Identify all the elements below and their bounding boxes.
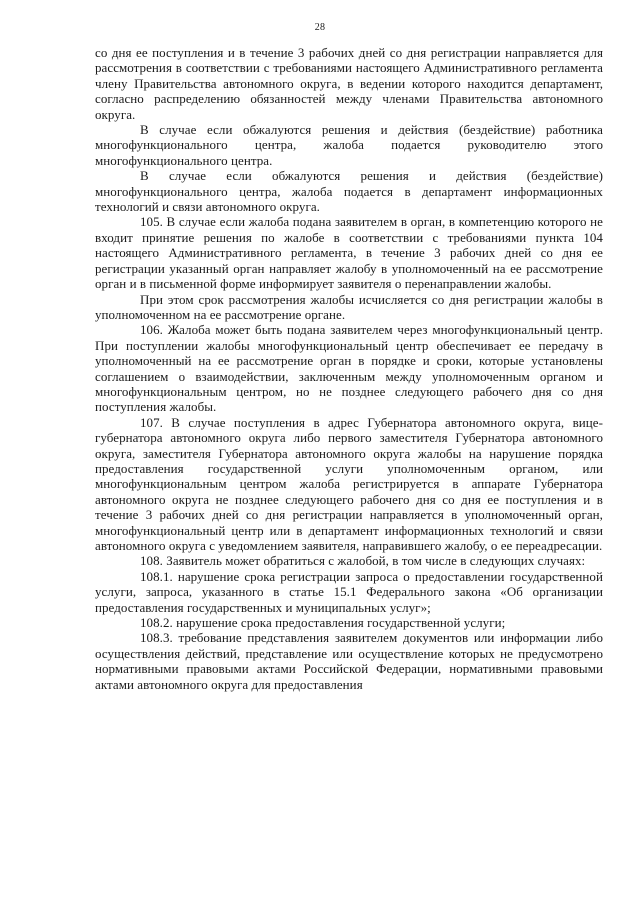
paragraph-108-3: 108.3. требование представления заявителем документов или информации либо осуществления действий, представление или осуществление которых не предусмотрено нормативными правовыми актами Российской Федерации, нормативными правовыми актами автономного округа для предоставления <box>95 630 603 692</box>
paragraph-continuation: со дня ее поступления и в течение 3 рабочих дней со дня регистрации направляется для рассмотрения в соответствии с требованиями настоящего Административного регламента члену Правительства автономного округа, в ведении которого находится департамент, согласно распределению обязанностей между членами Правительства автономного округа. <box>95 45 603 122</box>
page-number: 28 <box>314 22 326 33</box>
paragraph-worker-complaint: В случае если обжалуются решения и действия (бездействие) работника многофункционального центра, жалоба подается руководителю этого многофункционального центра. <box>95 122 603 168</box>
paragraph-106: 106. Жалоба может быть подана заявителем через многофункциональный центр. При поступлении жалобы многофункциональный центр обеспечивает ее передачу в уполномоченный на ее рассмотрение орган в порядке и сроки, которые установлены соглашением о взаимодействии, заключенным между уполномоченным органом и многофункциональным центром, но не позднее следующего рабочего дня со дня поступления жалобы. <box>95 322 603 415</box>
paragraph-107: 107. В случае поступления в адрес Губернатора автономного округа, вице-губернатора автономного округа либо первого заместителя Губернатора автономного округа, заместителя Губернатора автономного округа жалобы на нарушение порядка предоставления государственной услуги уполномоченным органом, или многофункциональным центром жалоба регистрируется в аппарате Губернатора автономного округа не позднее следующего рабочего дня со дня ее поступления и в течение 3 рабочих дней со дня регистрации направляется в уполномоченный орган, многофункциональный центр или в департамент информационных технологий и связи автономного округа с уведомлением заявителя, направившего жалобу, о ее переадресации. <box>95 414 603 553</box>
document-body <box>95 45 603 692</box>
paragraph-mfc-complaint: В случае если обжалуются решения и действия (бездействие) многофункционального центра, жалоба подается в департамент информационных технологий и связи автономного округа. <box>95 168 603 215</box>
paragraph-108: 108. Заявитель может обратиться с жалобой, в том числе в следующих случаях: <box>140 553 586 569</box>
paragraph-105: 105. В случае если жалоба подана заявителем в орган, в компетенцию которого не входит принятие решения по жалобе в соответствии с требованиями пункта 104 настоящего Административного регламента, в течение 3 рабочих дней со дня ее регистрации указанный орган направляет жалобу в уполномоченный на ее рассмотрение орган и в письменной форме информирует заявителя о перенаправлении жалобы. <box>95 214 603 292</box>
paragraph-108-2: 108.2. нарушение срока предоставления государственной услуги; <box>140 615 506 631</box>
paragraph-108-1: 108.1. нарушение срока регистрации запроса о предоставлении государственной услуги, запроса, указанного в статье 15.1 Федерального закона «Об организации предоставления государственных и муниципальных услуг»; <box>95 568 603 615</box>
paragraph-105-term: При этом срок рассмотрения жалобы исчисляется со дня регистрации жалобы в уполномоченном на ее рассмотрение органе. <box>95 291 603 322</box>
